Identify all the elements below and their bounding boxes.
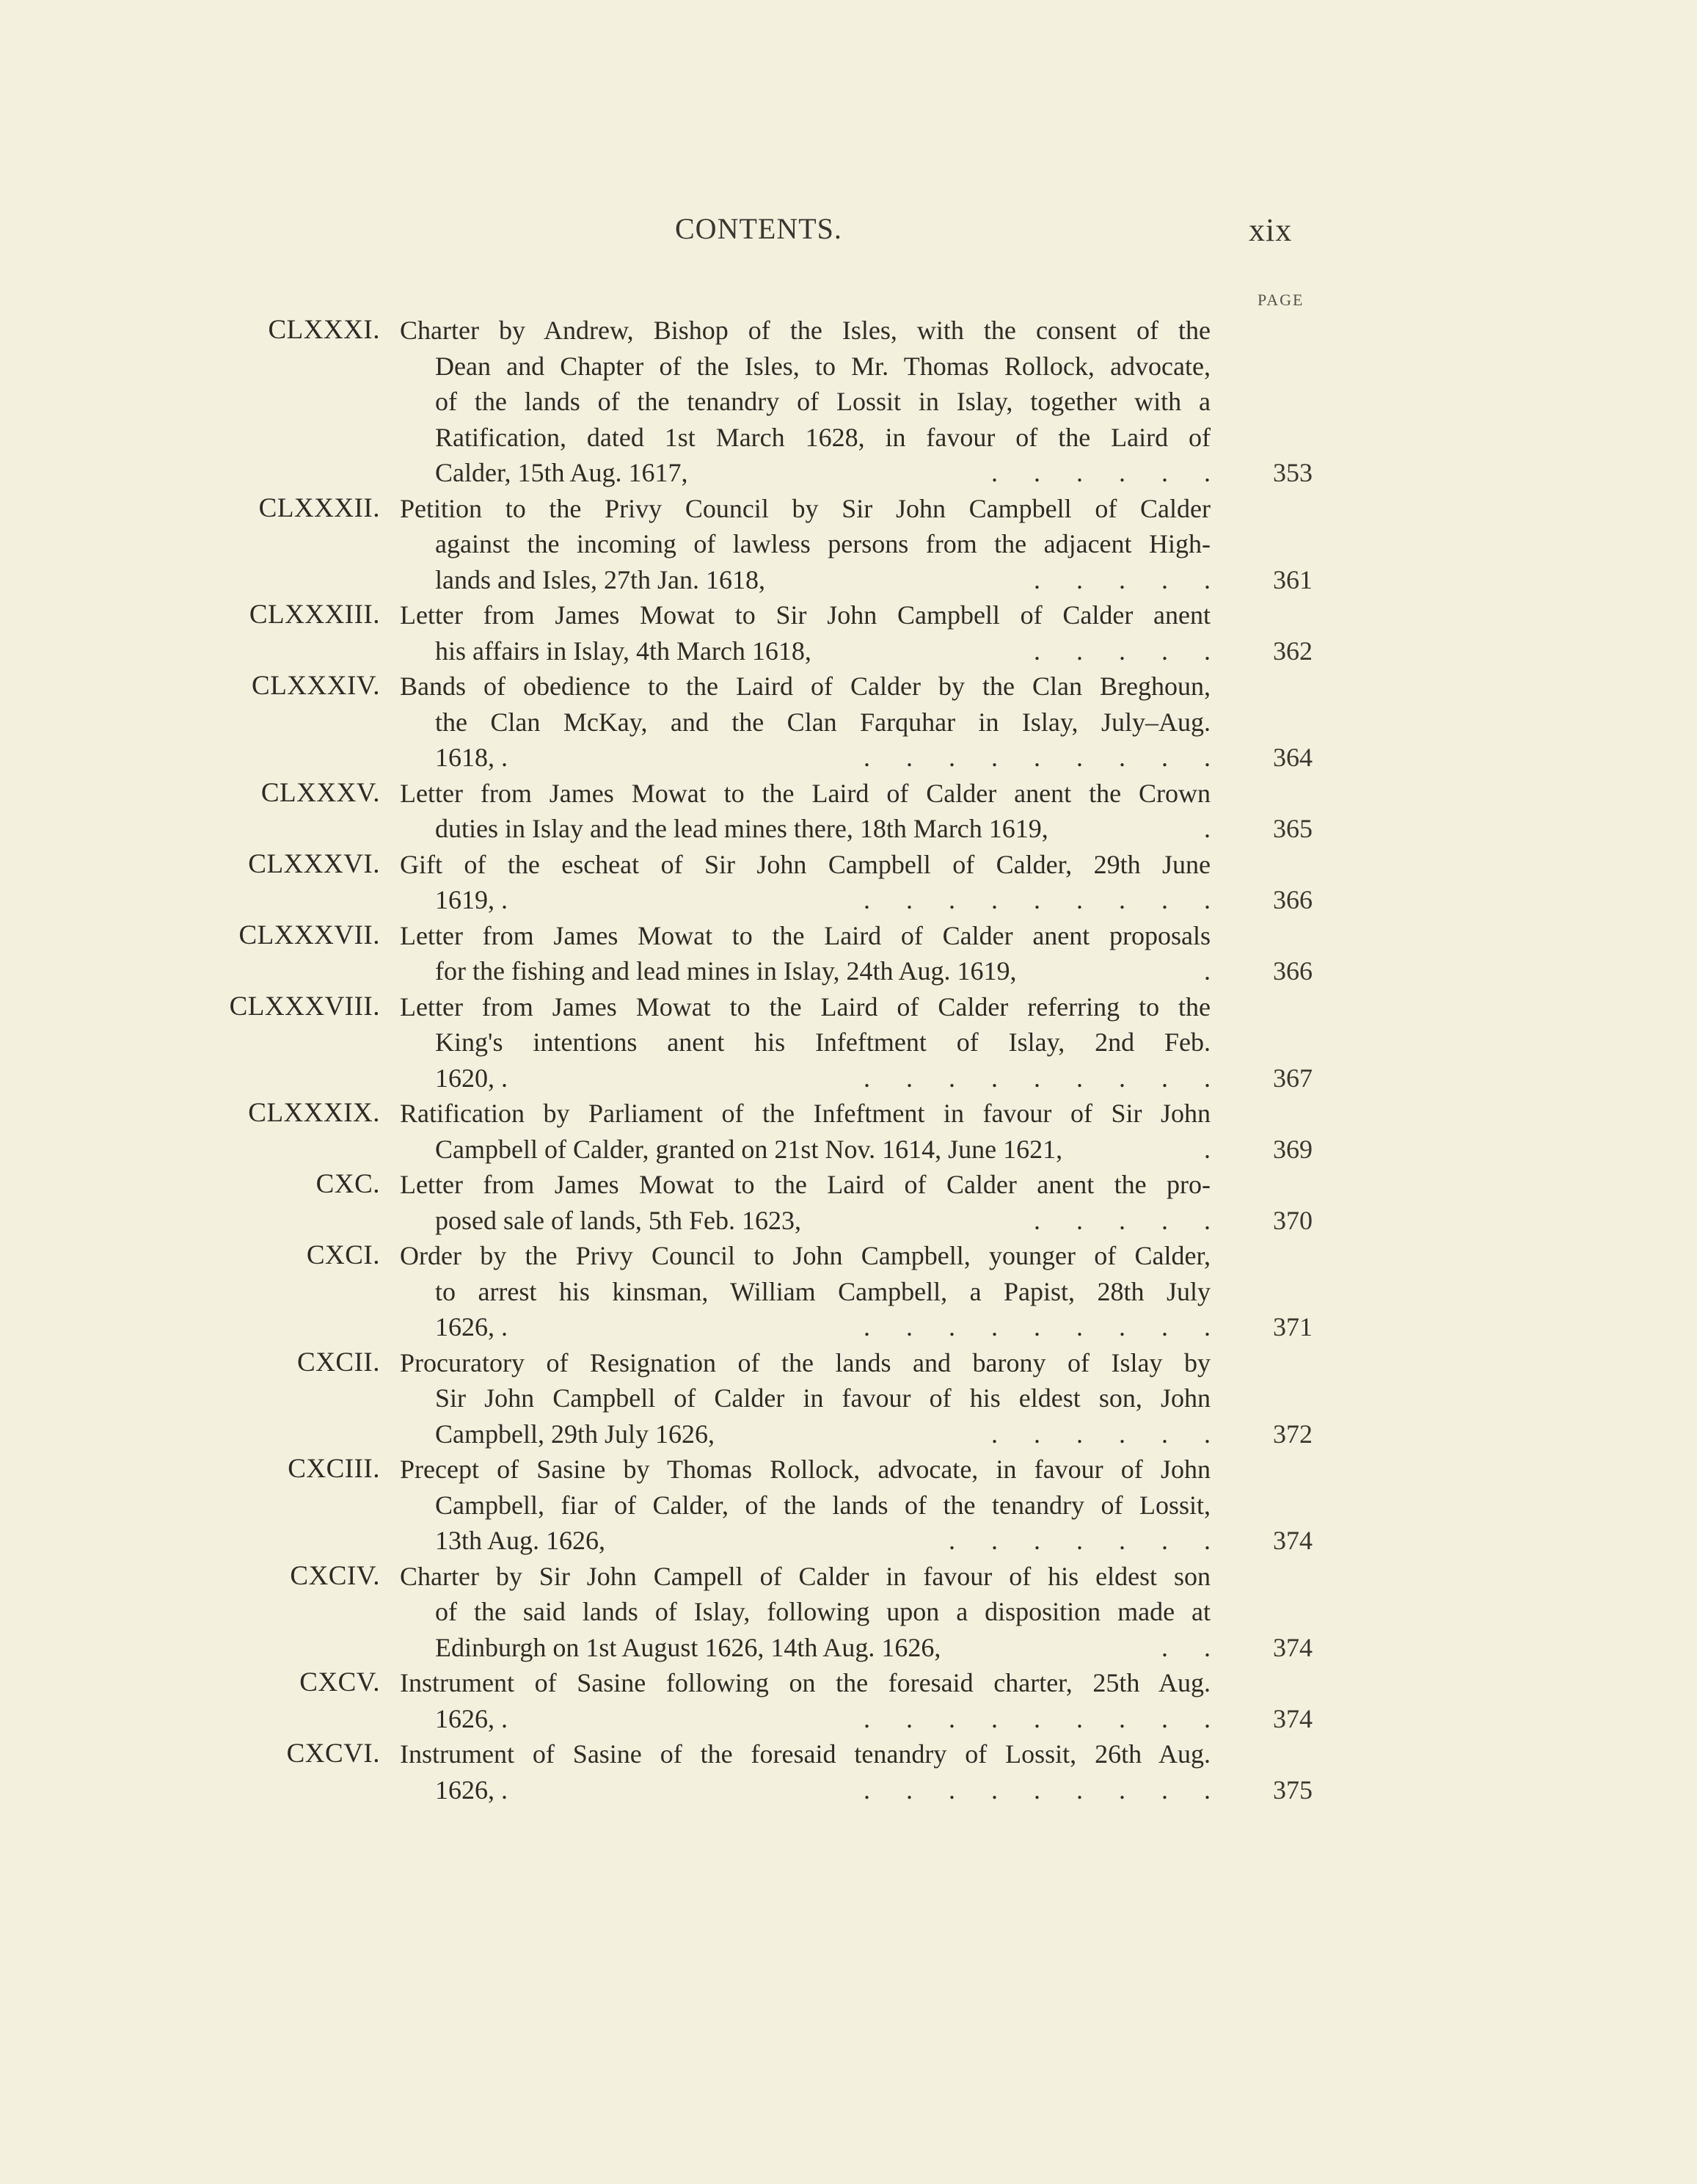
entry-description (400, 597, 1211, 669)
last-line-text: for the fishing and lead mines in Islay, 24th Aug. 1619, (435, 956, 1017, 986)
leader-dots: . . . . . . . . . (864, 1063, 1211, 1093)
description-last-line (400, 1060, 1211, 1096)
leader-dots: . . . . . (1034, 564, 1211, 594)
last-line-text: 1619, . (435, 885, 508, 914)
description-line: Precept of Sasine by Thomas Rollock, advocate, in favour of John (400, 1455, 1211, 1484)
last-line-text: posed sale of lands, 5th Feb. 1623, (435, 1205, 801, 1235)
last-line-text: Calder, 15th Aug. 1617, (435, 458, 688, 487)
description-last-line (400, 1309, 1211, 1345)
entry-page-number: 369 (1273, 1134, 1313, 1164)
entry-numeral: CLXXXII. (258, 492, 380, 523)
toc-entry (0, 669, 1697, 776)
folio-number: xix (1249, 212, 1293, 248)
description-last-line (400, 811, 1211, 847)
description-last-line (400, 1772, 1211, 1808)
leader-dots: . . . . . (1034, 1205, 1211, 1235)
toc-entry (0, 1559, 1697, 1666)
description-last-line (400, 455, 1211, 491)
entry-page-number: 374 (1273, 1632, 1313, 1662)
toc-entry (0, 1238, 1697, 1345)
entry-page-number: 375 (1273, 1774, 1313, 1805)
description-line: against the incoming of lawless persons from the adjacent High- (435, 529, 1211, 558)
entry-page-number: 374 (1273, 1526, 1313, 1555)
toc-entry (0, 491, 1697, 598)
last-line-text: Campbell, 29th July 1626, (435, 1419, 715, 1449)
description-last-line (400, 740, 1211, 776)
description-last-line (400, 1203, 1211, 1239)
description-last-line (400, 1701, 1211, 1737)
description-line: Ratification by Parliament of the Infeftment in favour of Sir John (400, 1099, 1211, 1128)
description-line: Bands of obedience to the Laird of Calder by the Clan Breghoun, (400, 671, 1211, 701)
description-line: Petition to the Privy Council by Sir John Campbell of Calder (400, 493, 1211, 523)
entry-numeral: CLXXXV. (260, 777, 380, 808)
description-line: Letter from James Mowat to the Laird of Calder anent proposals (400, 920, 1211, 950)
entry-page-number: 371 (1273, 1312, 1313, 1342)
description-line: Gift of the escheat of Sir John Campbell of Calder, 29th June (400, 849, 1211, 879)
last-line-text: 13th Aug. 1626, (435, 1526, 606, 1555)
description-line: Charter by Sir John Campell of Calder in favour of his eldest son (400, 1561, 1211, 1591)
description-last-line (400, 1132, 1211, 1168)
entry-description (400, 847, 1211, 918)
entry-numeral: CXCI. (306, 1240, 380, 1270)
toc-entry (0, 1167, 1697, 1238)
entry-numeral: CLXXXVI. (248, 848, 380, 879)
entry-page-number: 372 (1273, 1419, 1313, 1449)
description-line: Letter from James Mowat to the Laird of Calder referring to the (400, 991, 1211, 1022)
entry-page-number: 365 (1273, 814, 1313, 843)
entry-description (400, 1096, 1211, 1167)
toc-entry (0, 313, 1697, 491)
last-line-text: 1626, . (435, 1774, 508, 1805)
last-line-text: 1618, . (435, 743, 508, 772)
entry-page-number: 353 (1273, 458, 1313, 487)
toc-entry (0, 918, 1697, 989)
entry-description (400, 1345, 1211, 1452)
entry-numeral: CLXXXI. (268, 315, 380, 345)
last-line-text: duties in Islay and the lead mines there, 18th March 1619, (435, 814, 1048, 843)
leader-dots: . . . . . . . . . (864, 743, 1211, 772)
description-line: Charter by Andrew, Bishop of the Isles, with the consent of the (400, 316, 1211, 345)
entry-description (400, 1452, 1211, 1559)
entry-page-number: 364 (1273, 743, 1313, 772)
leader-dots: . . . . . . . . . (864, 1774, 1211, 1805)
toc-entry (0, 776, 1697, 847)
entry-numeral: CLXXXVII. (238, 920, 380, 950)
entry-page-number: 362 (1273, 636, 1313, 666)
leader-dots: . (1204, 814, 1211, 843)
entry-numeral: CXCVI. (286, 1739, 380, 1769)
last-line-text: lands and Isles, 27th Jan. 1618, (435, 564, 765, 594)
toc-entry (0, 989, 1697, 1096)
description-last-line (400, 882, 1211, 918)
description-line: Sir John Campbell of Calder in favour of his eldest son, John (435, 1383, 1211, 1413)
entry-description (400, 1665, 1211, 1736)
leader-dots: . . . . . . (991, 1419, 1211, 1449)
toc-entry (0, 1736, 1697, 1808)
leader-dots: . . . . . . . (949, 1526, 1211, 1555)
description-line: Letter from James Mowat to the Laird of Calder anent the pro- (400, 1170, 1211, 1199)
entry-page-number: 366 (1273, 956, 1313, 986)
entry-description (400, 1238, 1211, 1345)
description-last-line (400, 1630, 1211, 1666)
last-line-text: Campbell of Calder, granted on 21st Nov. 1614, June 1621, (435, 1134, 1063, 1164)
description-line: of the said lands of Islay, following upon a disposition made at (435, 1597, 1211, 1626)
description-line: to arrest his kinsman, William Campbell, a Papist, 28th July (435, 1276, 1211, 1306)
entry-numeral: CXC. (315, 1169, 380, 1199)
entry-description (400, 918, 1211, 989)
leader-dots: . . . . . . . . . (864, 1312, 1211, 1342)
toc-entry (0, 597, 1697, 669)
entry-page-number: 374 (1273, 1703, 1313, 1733)
last-line-text: 1626, . (435, 1703, 508, 1733)
description-line: Letter from James Mowat to the Laird of Calder anent the Crown (400, 778, 1211, 808)
description-line: Procuratory of Resignation of the lands and barony of Islay by (400, 1347, 1211, 1377)
toc-entry (0, 847, 1697, 918)
entry-page-number: 367 (1273, 1063, 1313, 1093)
entry-description (400, 989, 1211, 1096)
last-line-text: 1620, . (435, 1063, 508, 1093)
entry-description (400, 1736, 1211, 1808)
leader-dots: . . (1161, 1632, 1211, 1662)
description-line: Dean and Chapter of the Isles, to Mr. Thomas Rollock, advocate, (435, 351, 1211, 381)
entry-page-number: 361 (1273, 564, 1313, 594)
entry-description (400, 491, 1211, 598)
entry-numeral: CLXXXIII. (249, 600, 380, 630)
description-line: Ratification, dated 1st March 1628, in favour of the Laird of (435, 422, 1211, 452)
page-column-label: PAGE (1258, 291, 1304, 309)
entry-numeral: CLXXXIV. (252, 671, 380, 701)
leader-dots: . . . . . . . . . (864, 1703, 1211, 1733)
entry-page-number: 366 (1273, 885, 1313, 914)
page-title: CONTENTS. (675, 212, 842, 245)
description-line: Instrument of Sasine following on the foresaid charter, 25th Aug. (400, 1668, 1211, 1697)
description-line: the Clan McKay, and the Clan Farquhar in Islay, July–Aug. (435, 707, 1211, 737)
leader-dots: . (1204, 956, 1211, 986)
description-last-line (400, 1523, 1211, 1559)
entry-numeral: CXCV. (299, 1667, 380, 1697)
last-line-text: 1626, . (435, 1312, 508, 1342)
toc-entry (0, 1665, 1697, 1736)
description-last-line (400, 1416, 1211, 1452)
table-of-contents (0, 313, 1697, 1808)
entry-page-number: 370 (1273, 1205, 1313, 1235)
toc-entry (0, 1452, 1697, 1559)
entry-numeral: CXCII. (297, 1347, 380, 1377)
description-last-line (400, 562, 1211, 598)
entry-numeral: CXCIV. (290, 1560, 380, 1591)
description-line: Instrument of Sasine of the foresaid tenandry of Lossit, 26th Aug. (400, 1739, 1211, 1769)
description-line: Campbell, fiar of Calder, of the lands of the tenandry of Lossit, (435, 1490, 1211, 1520)
last-line-text: his affairs in Islay, 4th March 1618, (435, 636, 811, 666)
leader-dots: . . . . . . . . . (864, 885, 1211, 914)
entry-description (400, 313, 1211, 491)
description-last-line (400, 633, 1211, 669)
leader-dots: . . . . . (1034, 636, 1211, 666)
last-line-text: Edinburgh on 1st August 1626, 14th Aug. 1626, (435, 1632, 941, 1662)
entry-numeral: CXCIII. (288, 1454, 380, 1484)
description-line: King's intentions anent his Infeftment of Islay, 2nd Feb. (435, 1027, 1211, 1057)
description-line: of the lands of the tenandry of Lossit in Islay, together with a (435, 387, 1211, 416)
entry-description (400, 1559, 1211, 1666)
entry-numeral: CLXXXVIII. (229, 991, 380, 1022)
toc-entry (0, 1345, 1697, 1452)
leader-dots: . (1204, 1134, 1211, 1164)
description-line: Order by the Privy Council to John Campbell, younger of Calder, (400, 1241, 1211, 1270)
entry-description (400, 776, 1211, 847)
entry-description (400, 669, 1211, 776)
entry-description (400, 1167, 1211, 1238)
description-last-line (400, 953, 1211, 989)
leader-dots: . . . . . . (991, 458, 1211, 487)
entry-numeral: CLXXXIX. (248, 1098, 380, 1128)
description-line: Letter from James Mowat to Sir John Campbell of Calder anent (400, 600, 1211, 630)
toc-entry (0, 1096, 1697, 1167)
